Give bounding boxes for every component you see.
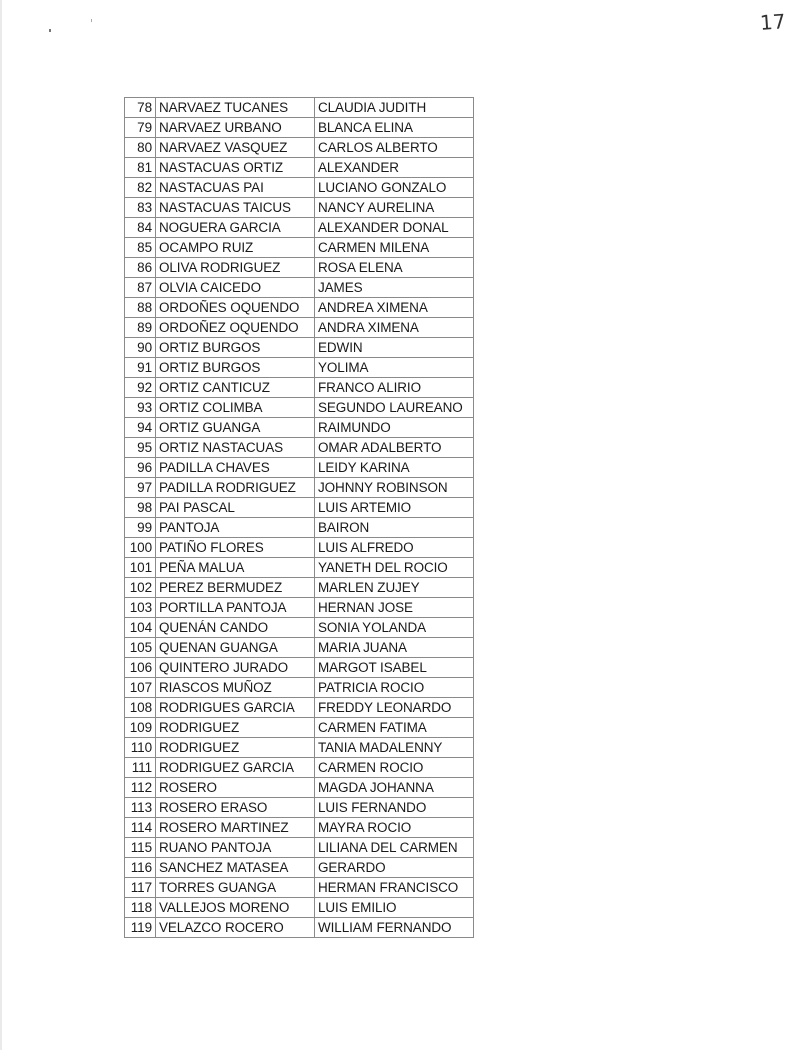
- surname-cell: OCAMPO RUIZ: [156, 238, 315, 258]
- surname-cell: ORTIZ BURGOS: [156, 358, 315, 378]
- table-row: [125, 858, 474, 878]
- row-number: 114: [125, 818, 156, 838]
- given-name-cell: YOLIMA: [315, 358, 474, 378]
- given-name-cell: ROSA ELENA: [315, 258, 474, 278]
- given-name-cell: BLANCA ELINA: [315, 118, 474, 138]
- given-name-cell: ANDREA XIMENA: [315, 298, 474, 318]
- given-name-cell: LUCIANO GONZALO: [315, 178, 474, 198]
- given-name-cell: FRANCO ALIRIO: [315, 378, 474, 398]
- surname-cell: ROSERO: [156, 778, 315, 798]
- scan-speck: [49, 29, 51, 32]
- table-row: [125, 498, 474, 518]
- given-name-cell: CARMEN ROCIO: [315, 758, 474, 778]
- table-row: [125, 478, 474, 498]
- table-row: [125, 238, 474, 258]
- given-name-cell: CARMEN FATIMA: [315, 718, 474, 738]
- table-row: [125, 198, 474, 218]
- roster-table: [124, 97, 474, 938]
- row-number: 119: [125, 918, 156, 938]
- row-number: 96: [125, 458, 156, 478]
- table-row: [125, 278, 474, 298]
- given-name-cell: ALEXANDER: [315, 158, 474, 178]
- table-row: [125, 618, 474, 638]
- row-number: 104: [125, 618, 156, 638]
- row-number: 85: [125, 238, 156, 258]
- given-name-cell: JAMES: [315, 278, 474, 298]
- row-number: 98: [125, 498, 156, 518]
- row-number: 118: [125, 898, 156, 918]
- row-number: 93: [125, 398, 156, 418]
- given-name-cell: FREDDY LEONARDO: [315, 698, 474, 718]
- table-row: [125, 298, 474, 318]
- surname-cell: RODRIGUEZ GARCIA: [156, 758, 315, 778]
- given-name-cell: SEGUNDO LAUREANO: [315, 398, 474, 418]
- row-number: 99: [125, 518, 156, 538]
- row-number: 97: [125, 478, 156, 498]
- table-row: [125, 718, 474, 738]
- surname-cell: RODRIGUEZ: [156, 718, 315, 738]
- table-row: [125, 918, 474, 938]
- given-name-cell: JOHNNY ROBINSON: [315, 478, 474, 498]
- given-name-cell: MARIA JUANA: [315, 638, 474, 658]
- surname-cell: VALLEJOS MORENO: [156, 898, 315, 918]
- table-row: [125, 898, 474, 918]
- given-name-cell: LUIS FERNANDO: [315, 798, 474, 818]
- surname-cell: ORTIZ CANTICUZ: [156, 378, 315, 398]
- given-name-cell: SONIA YOLANDA: [315, 618, 474, 638]
- surname-cell: ORTIZ GUANGA: [156, 418, 315, 438]
- surname-cell: RIASCOS MUÑOZ: [156, 678, 315, 698]
- surname-cell: NASTACUAS TAICUS: [156, 198, 315, 218]
- given-name-cell: LUIS EMILIO: [315, 898, 474, 918]
- table-row: [125, 518, 474, 538]
- surname-cell: PEREZ BERMUDEZ: [156, 578, 315, 598]
- table-row: [125, 318, 474, 338]
- table-row: [125, 778, 474, 798]
- surname-cell: PADILLA CHAVES: [156, 458, 315, 478]
- scan-edge: [0, 0, 2, 1050]
- table-row: [125, 818, 474, 838]
- table-row: [125, 378, 474, 398]
- given-name-cell: HERMAN FRANCISCO: [315, 878, 474, 898]
- given-name-cell: CARMEN MILENA: [315, 238, 474, 258]
- table-row: [125, 338, 474, 358]
- surname-cell: NASTACUAS ORTIZ: [156, 158, 315, 178]
- row-number: 87: [125, 278, 156, 298]
- scan-speck: [91, 19, 92, 22]
- row-number: 78: [125, 98, 156, 118]
- table-row: [125, 438, 474, 458]
- table-row: [125, 138, 474, 158]
- surname-cell: ROSERO ERASO: [156, 798, 315, 818]
- row-number: 94: [125, 418, 156, 438]
- table-row: [125, 578, 474, 598]
- surname-cell: NARVAEZ TUCANES: [156, 98, 315, 118]
- row-number: 79: [125, 118, 156, 138]
- row-number: 92: [125, 378, 156, 398]
- given-name-cell: ANDRA XIMENA: [315, 318, 474, 338]
- surname-cell: TORRES GUANGA: [156, 878, 315, 898]
- row-number: 103: [125, 598, 156, 618]
- row-number: 102: [125, 578, 156, 598]
- table-row: [125, 758, 474, 778]
- given-name-cell: YANETH DEL ROCIO: [315, 558, 474, 578]
- surname-cell: RODRIGUES GARCIA: [156, 698, 315, 718]
- table-row: [125, 458, 474, 478]
- table-row: [125, 258, 474, 278]
- table-row: [125, 538, 474, 558]
- given-name-cell: RAIMUNDO: [315, 418, 474, 438]
- surname-cell: NASTACUAS PAI: [156, 178, 315, 198]
- row-number: 83: [125, 198, 156, 218]
- row-number: 90: [125, 338, 156, 358]
- given-name-cell: BAIRON: [315, 518, 474, 538]
- row-number: 106: [125, 658, 156, 678]
- surname-cell: VELAZCO ROCERO: [156, 918, 315, 938]
- table-row: [125, 158, 474, 178]
- row-number: 81: [125, 158, 156, 178]
- given-name-cell: OMAR ADALBERTO: [315, 438, 474, 458]
- given-name-cell: MAGDA JOHANNA: [315, 778, 474, 798]
- row-number: 95: [125, 438, 156, 458]
- surname-cell: ORTIZ COLIMBA: [156, 398, 315, 418]
- given-name-cell: MARLEN ZUJEY: [315, 578, 474, 598]
- row-number: 116: [125, 858, 156, 878]
- surname-cell: PADILLA RODRIGUEZ: [156, 478, 315, 498]
- table-row: [125, 798, 474, 818]
- row-number: 82: [125, 178, 156, 198]
- table-row: [125, 358, 474, 378]
- row-number: 111: [125, 758, 156, 778]
- table-row: [125, 678, 474, 698]
- surname-cell: RUANO PANTOJA: [156, 838, 315, 858]
- surname-cell: ORTIZ BURGOS: [156, 338, 315, 358]
- row-number: 110: [125, 738, 156, 758]
- row-number: 108: [125, 698, 156, 718]
- given-name-cell: LEIDY KARINA: [315, 458, 474, 478]
- given-name-cell: LUIS ARTEMIO: [315, 498, 474, 518]
- surname-cell: ORDOÑEZ OQUENDO: [156, 318, 315, 338]
- surname-cell: PORTILLA PANTOJA: [156, 598, 315, 618]
- surname-cell: NARVAEZ URBANO: [156, 118, 315, 138]
- given-name-cell: MAYRA ROCIO: [315, 818, 474, 838]
- surname-cell: PEÑA MALUA: [156, 558, 315, 578]
- surname-cell: PATIÑO FLORES: [156, 538, 315, 558]
- surname-cell: OLIVA RODRIGUEZ: [156, 258, 315, 278]
- table-row: [125, 598, 474, 618]
- surname-cell: RODRIGUEZ: [156, 738, 315, 758]
- row-number: 101: [125, 558, 156, 578]
- table-row: [125, 98, 474, 118]
- table-row: [125, 418, 474, 438]
- row-number: 107: [125, 678, 156, 698]
- given-name-cell: CARLOS ALBERTO: [315, 138, 474, 158]
- given-name-cell: MARGOT ISABEL: [315, 658, 474, 678]
- table-row: [125, 398, 474, 418]
- table-row: [125, 698, 474, 718]
- table-row: [125, 658, 474, 678]
- given-name-cell: ALEXANDER DONAL: [315, 218, 474, 238]
- given-name-cell: LUIS ALFREDO: [315, 538, 474, 558]
- row-number: 100: [125, 538, 156, 558]
- row-number: 105: [125, 638, 156, 658]
- given-name-cell: HERNAN JOSE: [315, 598, 474, 618]
- surname-cell: SANCHEZ MATASEA: [156, 858, 315, 878]
- handwritten-page-number: 17: [759, 9, 787, 35]
- surname-cell: ORDOÑES OQUENDO: [156, 298, 315, 318]
- table-row: [125, 738, 474, 758]
- row-number: 112: [125, 778, 156, 798]
- surname-cell: OLVIA CAICEDO: [156, 278, 315, 298]
- given-name-cell: LILIANA DEL CARMEN: [315, 838, 474, 858]
- row-number: 91: [125, 358, 156, 378]
- surname-cell: NARVAEZ VASQUEZ: [156, 138, 315, 158]
- table-row: [125, 178, 474, 198]
- given-name-cell: TANIA MADALENNY: [315, 738, 474, 758]
- given-name-cell: EDWIN: [315, 338, 474, 358]
- row-number: 109: [125, 718, 156, 738]
- table-row: [125, 878, 474, 898]
- row-number: 117: [125, 878, 156, 898]
- given-name-cell: PATRICIA ROCIO: [315, 678, 474, 698]
- given-name-cell: NANCY AURELINA: [315, 198, 474, 218]
- table-row: [125, 118, 474, 138]
- row-number: 86: [125, 258, 156, 278]
- row-number: 89: [125, 318, 156, 338]
- table-row: [125, 638, 474, 658]
- surname-cell: PANTOJA: [156, 518, 315, 538]
- roster-body: [125, 98, 474, 938]
- row-number: 113: [125, 798, 156, 818]
- row-number: 84: [125, 218, 156, 238]
- surname-cell: ROSERO MARTINEZ: [156, 818, 315, 838]
- surname-cell: PAI PASCAL: [156, 498, 315, 518]
- given-name-cell: GERARDO: [315, 858, 474, 878]
- given-name-cell: WILLIAM FERNANDO: [315, 918, 474, 938]
- row-number: 80: [125, 138, 156, 158]
- table-row: [125, 558, 474, 578]
- row-number: 115: [125, 838, 156, 858]
- given-name-cell: CLAUDIA JUDITH: [315, 98, 474, 118]
- table-row: [125, 218, 474, 238]
- surname-cell: QUENÁN CANDO: [156, 618, 315, 638]
- surname-cell: ORTIZ NASTACUAS: [156, 438, 315, 458]
- surname-cell: QUENAN GUANGA: [156, 638, 315, 658]
- surname-cell: QUINTERO JURADO: [156, 658, 315, 678]
- surname-cell: NOGUERA GARCIA: [156, 218, 315, 238]
- row-number: 88: [125, 298, 156, 318]
- table-row: [125, 838, 474, 858]
